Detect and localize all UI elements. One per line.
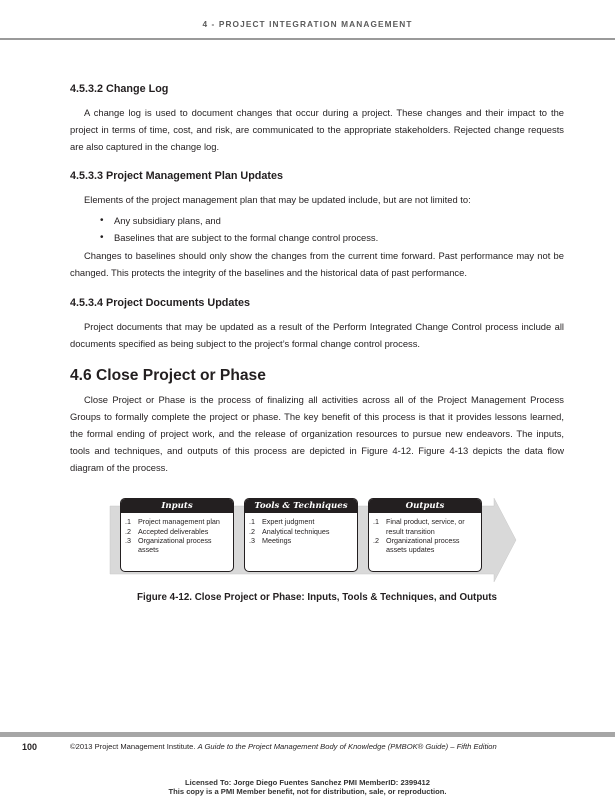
section-intro: Elements of the project management plan that may be updated include, but are not limited to: <box>84 194 471 206</box>
page-content <box>70 82 564 603</box>
bullet-icon: • <box>100 215 104 227</box>
chapter-heading: 4.6 Close Project or Phase <box>70 367 266 385</box>
tool-item: .3 Meetings <box>249 535 292 545</box>
list-item: • Baselines that are subject to the formal change control process. <box>70 229 564 246</box>
tools-column <box>244 498 358 572</box>
inputs-title: Inputs <box>121 499 233 513</box>
section-paragraph: Project documents that may be updated as a result of the Perform Integrated Change Control process include all documents specified as being subject to the project’s formal change control process. <box>70 320 564 349</box>
tool-item: .1 Expert judgment <box>249 517 315 527</box>
tool-item: .2 Analytical techniques <box>249 526 330 536</box>
copyright-line: ©2013 Project Management Institute. A Guide to the Project Management Body of Knowledge (PMBOK® Guide) – Fifth Edition <box>70 742 497 751</box>
section-paragraph: Close Project or Phase is the process of finalizing all activities across all of the Project Management Process Groups to formally complete the project or phase. The key benefit of this process is that it provides lessons learned, the formal ending of project work, and the release of organization resources to pursue new endeavors. The inputs, tools and techniques, and outputs of this process are depicted in Figure 4-12. Figure 4-13 depicts the data flow diagram of the process. <box>70 394 564 473</box>
outputs-column <box>368 498 482 572</box>
output-item: .1 Final product, service, or result transition <box>373 517 465 536</box>
section-pm-plan-updates <box>70 169 564 281</box>
output-item: .2 Organizational process assets updates <box>373 535 460 554</box>
license-line: This copy is a PMI Member benefit, not for distribution, sale, or reproduction. <box>168 786 447 796</box>
footer-rule <box>0 732 615 737</box>
section-heading: 4.5.3.2 Change Log <box>70 83 169 95</box>
header-title: 4 - PROJECT INTEGRATION MANAGEMENT <box>202 19 413 29</box>
input-item: .1 Project management plan <box>125 517 220 527</box>
license-notice <box>0 779 615 796</box>
license-line: Licensed To: Jorge Diego Fuentes Sanchez PMI MemberID: 2399412 <box>184 778 431 787</box>
section-paragraph: Changes to baselines should only show the changes from the current time forward. Past performance may not be changed. This protects the integrity of the baselines and the historical data of past performance. <box>70 250 564 278</box>
input-item: .3 Organizational process assets <box>125 535 212 554</box>
running-header <box>0 0 615 40</box>
figure-caption: Figure 4-12. Close Project or Phase: Inputs, Tools & Techniques, and Outputs <box>137 592 497 604</box>
input-item: .2 Accepted deliverables <box>125 526 209 536</box>
section-doc-updates <box>70 296 564 353</box>
section-close-project <box>70 366 564 476</box>
bullet-list <box>70 212 564 246</box>
list-item: • Any subsidiary plans, and <box>70 212 564 229</box>
section-heading: 4.5.3.3 Project Management Plan Updates <box>70 170 284 183</box>
ito-figure <box>70 498 564 584</box>
outputs-title: Outputs <box>369 499 481 513</box>
bullet-icon: • <box>100 232 104 244</box>
section-paragraph: A change log is used to document changes that occur during a project. These changes and their impact to the project in terms of time, cost, and risk, are communicated to the appropriate stakeholders. Rejected change requests are also captured in the change log. <box>70 107 564 152</box>
page-number: 100 <box>22 742 38 752</box>
tools-title: Tools & Techniques <box>245 499 357 513</box>
inputs-column <box>120 498 234 572</box>
section-heading: 4.5.3.4 Project Documents Updates <box>70 296 251 309</box>
section-change-log <box>70 82 564 155</box>
